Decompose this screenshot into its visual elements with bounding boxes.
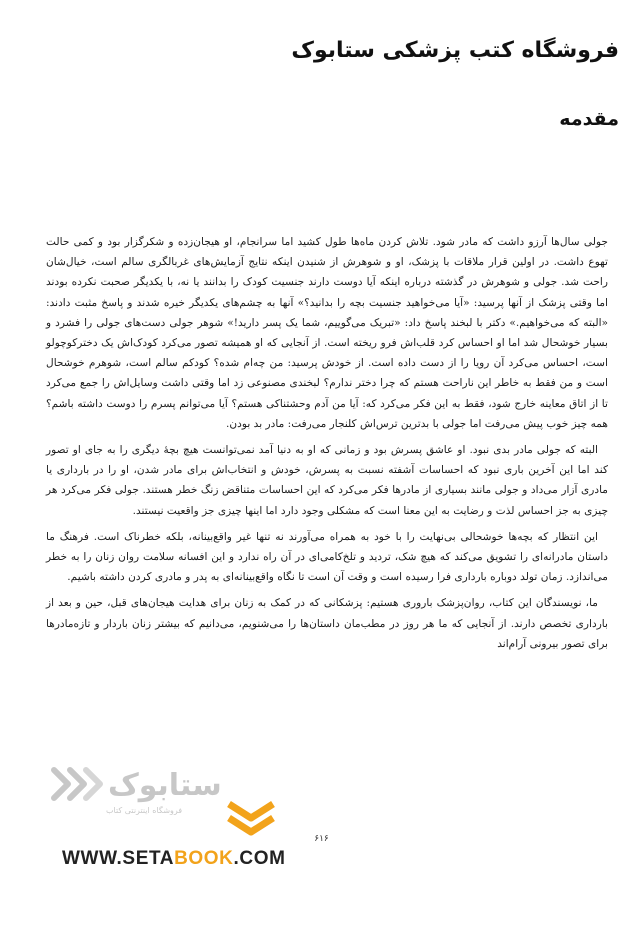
paragraph: این انتظار که بچه‌ها خوشحالی بی‌نهایت را با خود به همراه می‌آورند نه تنها غیر واقع‌بینانه، بلکه خطرناک است. فرهنگ ما داستان مادرانه‌ای را تشویق می‌کند که هیچ شک، تردید و تلخ‌کامی‌ای در آن راه ندارد و این افسانه سلامت روان زنان را به خطر می‌اندازد. زمان تولد دوباره بارداری فرا رسیده است و وقت آن است تا نگاه واقع‌بینانه‌ای به پدر و مادری کردن داشته باشیم. [46,530,608,584]
body-text [46,232,608,660]
section-title: مقدمه [559,108,619,130]
paragraph: ما، نویسندگان این کتاب، روان‌پزشک باروری هستیم: پزشکانی که در کمک به زنان برای هدایت هیجان‌های قبل، حین و بعد از بارداری تخصص دارند. از آنجایی که ما هر روز در مطب‌مان داستان‌ها را می‌شنویم، می‌دانیم که بیشتر زنان باردار و تازه‌مادرها برای تصور بیرونی آرام‌اند [46,597,608,650]
watermark-subtitle: فروشگاه اینترنتی کتاب [106,806,183,815]
store-title: فروشگاه کتب پزشکی ستابوک [291,38,619,63]
paragraph: جولی سال‌ها آرزو داشت که مادر شود. تلاش کردن ماه‌ها طول کشید اما سرانجام، او هیجان‌زده و شکرگزار بود و کمی حالت تهوع داشت. در اولین قرار ملاقات با پزشک، او و شوهرش از شنیدن اینکه نتایج آزمایش‌های غربالگری سالم است، خیال‌شان راحت شد. جولی و شوهرش در گذشته درباره اینکه آیا دوست دارند جنسیت کودک را بدانند یا نه، با یکدیگر صحبت نکرده بودند اما وقتی پزشک از آنها پرسید: «آیا می‌خواهید جنسیت بچه را بدانید؟» آنها به چشم‌های یکدیگر خیره شدند و پاسخ مثبت دادند: «البته که می‌خواهیم.» دکتر با لبخند پاسخ داد: «تبریک می‌گوییم، شما یک پسر دارید!» شوهر جولی دست‌های جولی را فشرد و بسیار خوشحال شد اما او احساس کرد قلب‌اش فرو ریخته است. از آنجایی که او همیشه تصور می‌کرد کودک‌اش یک دخترکوچولو است، احساس می‌کرد آن رویا را از دست داده است. از خودش پرسید: من چه‌ام شده؟ کودکم سالم است، شوهرم خوشحال است و من فقط به خاطر این ناراحت هستم که چرا دختر ندارم؟ لبخندی مصنوعی زد اما وقتی داشت وسایل‌اش را جمع می‌کرد تا از اتاق معاینه خارج شود، فقط به این فکر می‌کرد که: آیا من آدم وحشتناکی هستم؟ آیا می‌توانم پسرم را دوست داشته باشم؟ همه چیز خوب پیش می‌رفت اما جولی با بدترین ترس‌اش کلنجار می‌رفت: مادر بد بودن. [46,236,608,430]
page-number: ۶۱۶ [314,834,329,844]
website-url[interactable] [62,848,286,870]
paragraph: البته که جولی مادر بدی نبود. او عاشق پسرش بود و زمانی که او به دنیا آمد نمی‌توانست هیچ بچهٔ دیگری را به جای او تصور کند اما این آخرین باری نبود که احساسات آشفته نسبت به پسرش، خودش و انتخاب‌اش برای مادر شدن، او را در بارداری یا مادری آزار می‌داد و جولی مانند بسیاری از مادرها فکر می‌کرد که این احساسات متناقض زنگ خطر هستند. جولی فکر می‌کرد هر چیزی به جز احساس لذت و رضایت به این معنا است که مشکلی وجود دارد اما اینها چیزی جز واقعیت نیستند. [46,444,608,517]
url-suffix: .COM [233,848,286,869]
watermark [50,760,230,840]
url-accent: BOOK [174,848,234,869]
watermark-name: ستابوک [108,768,222,803]
url-prefix: WWW.SETA [62,848,175,869]
